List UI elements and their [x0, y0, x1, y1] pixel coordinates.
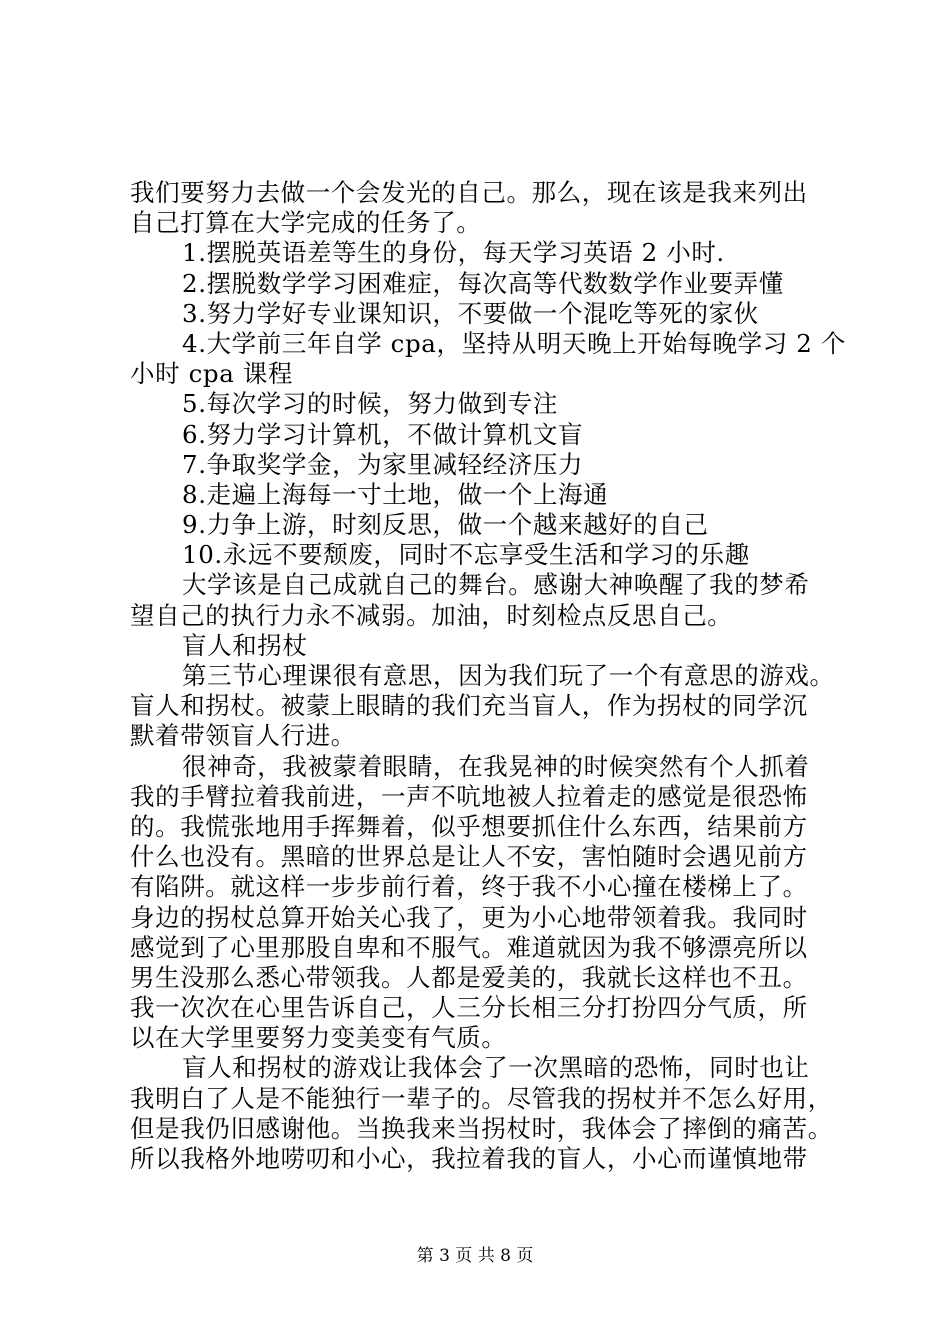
text-line: 感觉到了心里那股自卑和不服气。难道就因为我不够漂亮所以	[130, 932, 808, 962]
text-line: 3.努力学好专业课知识，不要做一个混吃等死的家伙	[182, 298, 759, 328]
text-line: 4.大学前三年自学 cpa，坚持从明天晚上开始每晚学习 2 个	[182, 328, 846, 358]
text-line: 我们要努力去做一个会发光的自己。那么，现在该是我来列出	[130, 178, 808, 207]
text-line: 我的手臂拉着我前进，一声不吭地被人拉着走的感觉是很恐怖	[130, 781, 808, 811]
text-line: 所以我格外地唠叨和小心，我拉着我的盲人，小心而谨慎地带	[130, 1144, 808, 1173]
text-line: 自己打算在大学完成的任务了。	[130, 208, 482, 238]
text-line: 什么也没有。黑暗的世界总是让人不安，害怕随时会遇见前方	[130, 842, 808, 872]
text-line: 盲人和拐杖。被蒙上眼睛的我们充当盲人，作为拐杖的同学沉	[130, 691, 808, 721]
text-line: 7.争取奖学金，为家里减轻经济压力	[182, 449, 584, 479]
text-line: 我一次次在心里告诉自己，人三分长相三分打扮四分气质，所	[130, 993, 808, 1023]
text-line: 盲人和拐杖	[182, 630, 308, 660]
text-line: 望自己的执行力永不减弱。加油，时刻检点反思自己。	[130, 600, 733, 630]
text-line: 9.力争上游，时刻反思，做一个越来越好的自己	[182, 510, 709, 540]
text-line: 男生没那么悉心带领我。人都是爱美的，我就长这样也不丑。	[130, 962, 808, 992]
text-line: 5.每次学习的时候，努力做到专注	[182, 389, 558, 419]
text-line: 的。我慌张地用手挥舞着，似乎想要抓住什么东西，结果前方	[130, 811, 808, 841]
text-line: 10.永远不要颓废，同时不忘享受生活和学习的乐趣	[182, 540, 750, 570]
text-line: 但是我仍旧感谢他。当换我来当拐杖时，我体会了摔倒的痛苦。	[130, 1113, 833, 1143]
text-line: 第三节心理课很有意思，因为我们玩了一个有意思的游戏。	[182, 661, 835, 690]
text-line: 1.摆脱英语差等生的身份，每天学习英语 2 小时.	[182, 238, 725, 268]
text-line: 大学该是自己成就自己的舞台。感谢大神唤醒了我的梦希	[182, 570, 810, 600]
text-line: 6.努力学习计算机，不做计算机文盲	[182, 419, 584, 449]
text-line: 身边的拐杖总算开始关心我了，更为小心地带领着我。我同时	[130, 902, 808, 932]
text-line: 小时 cpa 课程	[130, 359, 293, 389]
text-line: 2.摆脱数学学习困难症，每次高等代数数学作业要弄懂	[182, 268, 784, 298]
text-line: 以在大学里要努力变美变有气质。	[130, 1023, 507, 1053]
text-line: 有陷阱。就这样一步步前行着，终于我不小心撞在楼梯上了。	[130, 872, 808, 902]
document-body	[130, 178, 850, 1174]
text-line: 盲人和拐杖的游戏让我体会了一次黑暗的恐怖，同时也让	[182, 1053, 810, 1083]
text-line: 很神奇，我被蒙着眼睛，在我晃神的时候突然有个人抓着	[182, 751, 810, 781]
text-line: 我明白了人是不能独行一辈子的。尽管我的拐杖并不怎么好用，	[130, 1083, 833, 1113]
text-line: 默着带领盲人行进。	[130, 721, 356, 751]
page-footer: 第 3 页 共 8 页	[416, 1246, 534, 1266]
text-line: 8.走遍上海每一寸土地，做一个上海通	[182, 479, 609, 509]
